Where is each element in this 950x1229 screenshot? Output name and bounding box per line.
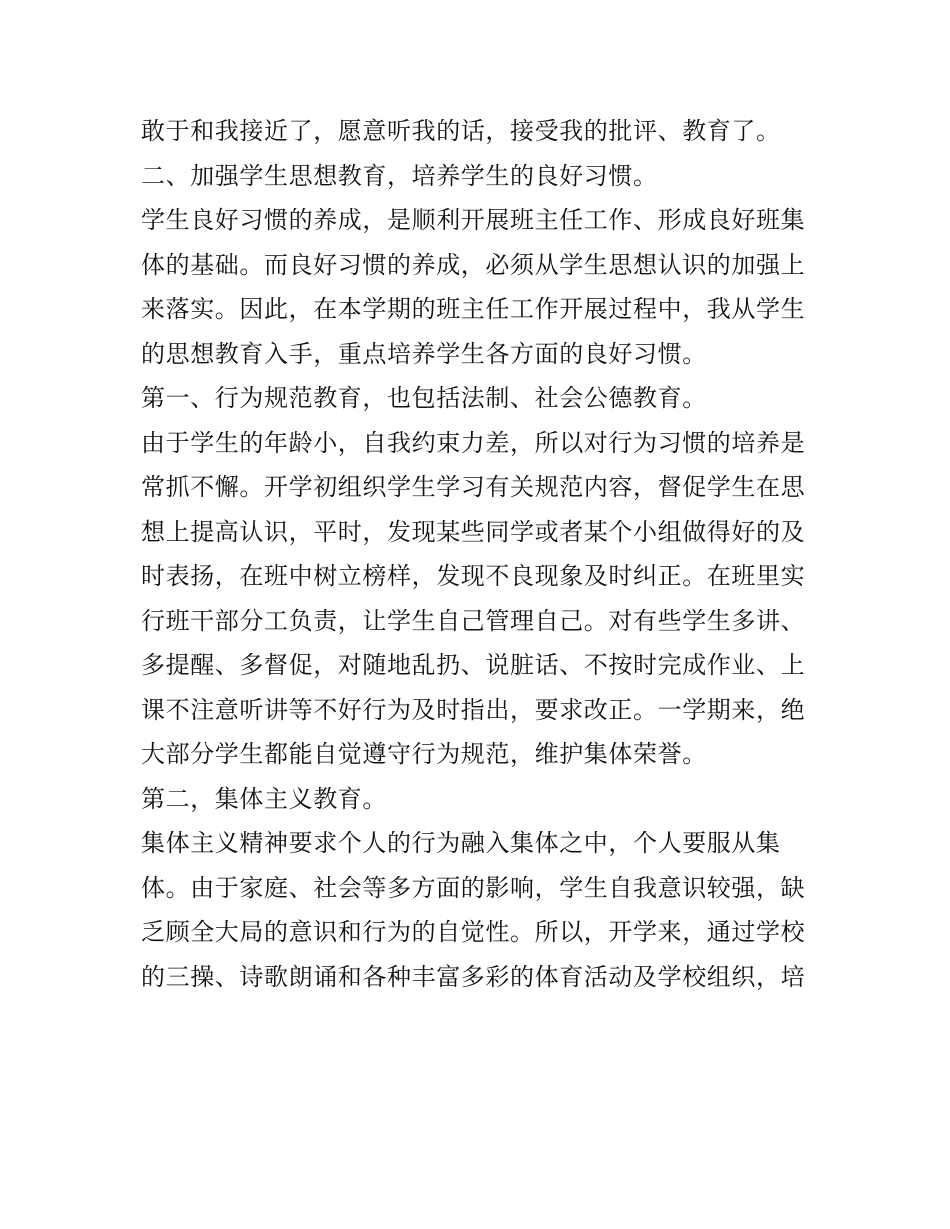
text-line: 行班干部分工负责，让学生自己管理自己。对有些学生多讲、 (141, 606, 806, 635)
subsection-heading: 第一、行为规范教育，也包括法制、社会公德教育。 (141, 384, 707, 412)
text-line: 的思想教育入手，重点培养学生各方面的良好习惯。 (141, 339, 707, 368)
text-line: 体的基础。而良好习惯的养成，必须从学生思想认识的加强上 (141, 250, 806, 279)
text-line: 体。由于家庭、社会等多方面的影响，学生自我意识较强，缺 (141, 873, 806, 902)
text-line: 的三操、诗歌朗诵和各种丰富多彩的体育活动及学校组织，培 (141, 962, 806, 991)
text-line: 想上提高认识，平时，发现某些同学或者某个小组做得好的及 (141, 517, 806, 546)
text-line: 集体主义精神要求个人的行为融入集体之中，个人要服从集 (141, 829, 781, 857)
section-heading: 二、加强学生思想教育，培养学生的良好习惯。 (141, 161, 658, 190)
subsection-heading: 第二，集体主义教育。 (141, 784, 387, 813)
text-line: 课不注意听讲等不好行为及时指出，要求改正。一学期来，绝 (141, 695, 806, 724)
text-line: 乏顾全大局的意识和行为的自觉性。所以，开学来，通过学校 (141, 918, 806, 946)
text-line: 多提醒、多督促，对随地乱扔、说脏话、不按时完成作业、上 (141, 651, 806, 679)
text-line: 由于学生的年龄小，自我约束力差，所以对行为习惯的培养是 (141, 428, 806, 457)
text-line: 大部分学生都能自觉遵守行为规范，维护集体荣誉。 (141, 740, 707, 768)
document-body (141, 109, 821, 999)
text-line: 学生良好习惯的养成，是顺利开展班主任工作、形成良好班集 (141, 206, 806, 234)
text-line: 敢于和我接近了，愿意听我的话，接受我的批评、教育了。 (141, 117, 781, 145)
text-line: 时表扬，在班中树立榜样，发现不良现象及时纠正。在班里实 (141, 562, 806, 590)
text-line: 常抓不懈。开学初组织学生学习有关规范内容，督促学生在思 (141, 473, 806, 501)
text-line: 来落实。因此，在本学期的班主任工作开展过程中，我从学生 (141, 295, 806, 323)
